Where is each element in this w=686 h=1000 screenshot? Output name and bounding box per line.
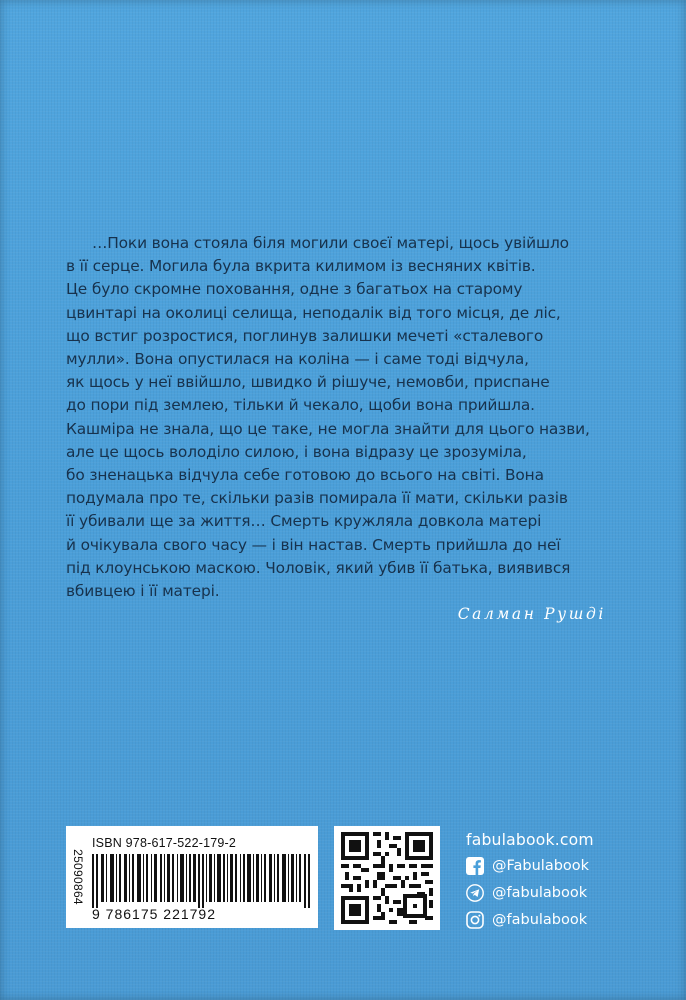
telegram-handle: @fabulabook <box>492 885 588 901</box>
facebook-handle: @Fabulabook <box>492 858 590 874</box>
telegram-icon <box>466 884 484 902</box>
blurb-line: …Поки вона стояла біля могили своєї матері, щось увійшло <box>92 234 569 252</box>
blurb-line: до пори під землею, тільки й чекало, щоби вона прийшла. <box>66 396 535 415</box>
barcode-bars-icon <box>92 854 314 908</box>
blurb-line: Це було скромне поховання, одне з багатьох на старому <box>66 280 523 299</box>
blurb-line: Кашміра не знала, що це таке, не могла знайти для цього назви, <box>66 419 590 438</box>
blurb-text <box>66 232 590 603</box>
facebook-icon <box>466 857 484 875</box>
author-name: Салман Рушді <box>457 605 606 623</box>
isbn-barcode <box>66 826 318 928</box>
telegram-link[interactable] <box>466 884 587 902</box>
blurb-line: що встиг розростися, поглинув залишки мечеті «сталевого <box>66 326 544 345</box>
qr-code-icon <box>341 832 433 924</box>
instagram-icon <box>466 911 484 929</box>
qr-code[interactable] <box>334 826 440 930</box>
barcode-addon-digits: 25090864 <box>71 849 85 905</box>
blurb-line: цвинтарі на околиці селища, неподалік від того місця, де ліс, <box>66 303 561 322</box>
blurb-line: й очікувала свого часу — і він настав. Смерть прийшла до неї <box>66 535 561 554</box>
blurb-line: подумала про те, скільки разів помирала її мати, скільки разів <box>66 489 568 508</box>
instagram-link[interactable] <box>466 911 587 929</box>
ean-number: 9 786175 221792 <box>92 906 216 922</box>
blurb-line: мулли». Вона опустилася на коліна — і саме тоді відчула, <box>66 350 529 369</box>
blurb-line: під клоунською маскою. Чоловік, який убив її батька, виявився <box>66 558 571 577</box>
blurb-line: в її серце. Могила була вкрита килимом із весняних квітів. <box>66 257 536 276</box>
blurb-line: вбивцею і її матері. <box>66 582 220 601</box>
blurb-line: як щось у неї ввійшло, швидко й рішуче, немовби, приспане <box>66 373 550 392</box>
barcode-addon-number <box>68 832 88 922</box>
facebook-link[interactable] <box>466 857 589 875</box>
blurb-line: бо зненацька відчула себе готовою до всього на світі. Вона <box>66 466 544 485</box>
instagram-handle: @fabulabook <box>492 912 588 928</box>
blurb-line: але це щось володіло силою, і вона відразу це зрозуміла, <box>66 442 527 461</box>
website-link[interactable]: fabulabook.com <box>466 831 594 849</box>
blurb-line: її убивали ще за життя… Смерть кружляла довкола матері <box>66 512 542 531</box>
isbn-label: ISBN 978-617-522-179-2 <box>92 836 237 850</box>
